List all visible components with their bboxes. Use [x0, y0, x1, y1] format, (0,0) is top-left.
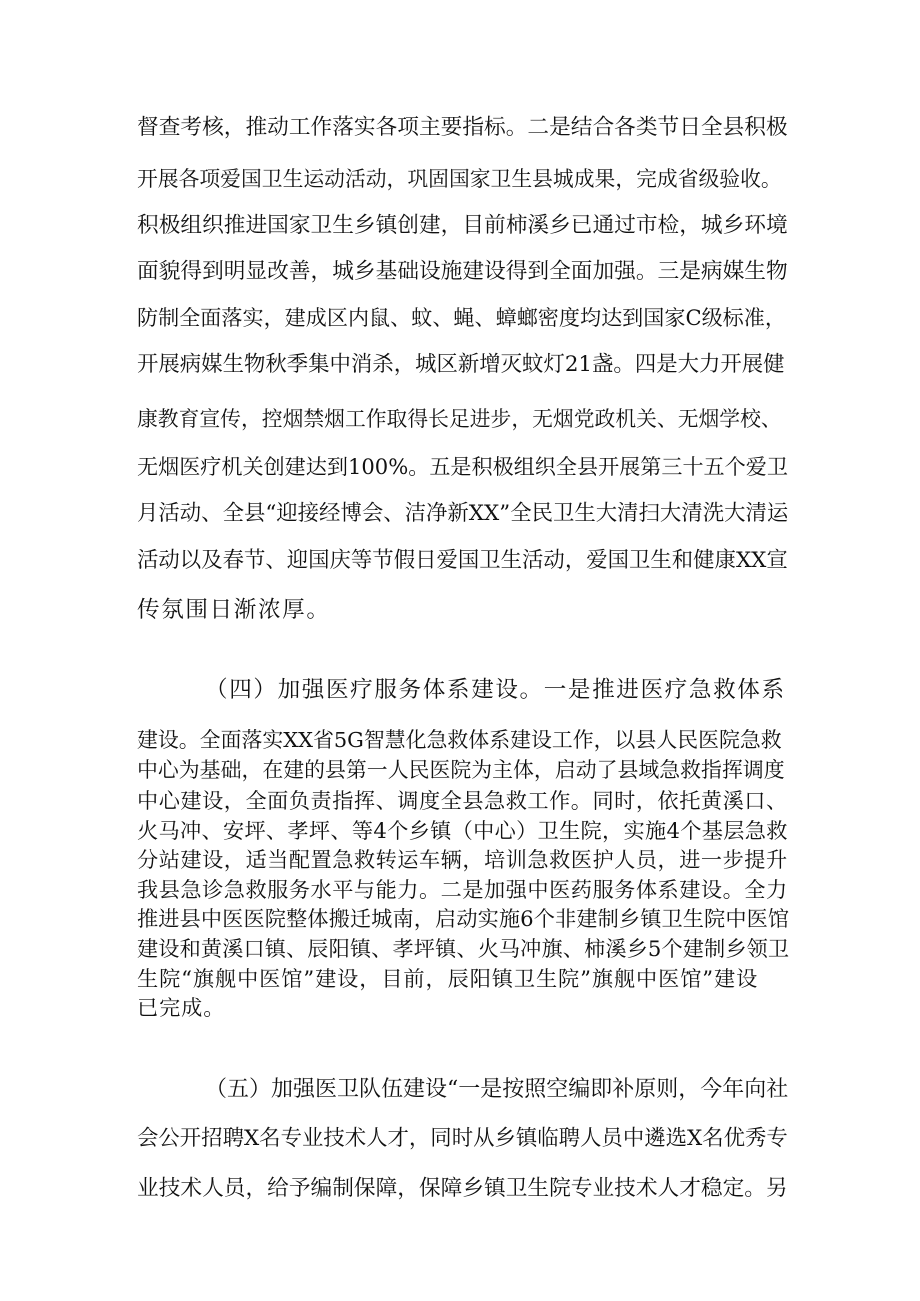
paragraph-line: 火马冲、安坪、孝坪、等4个乡镇（中心）卫生院，实施4个基层急救	[137, 818, 788, 843]
paragraph-line: 推进县中医医院整体搬迁城南，启动实施6个非建制乡镇卫生院中医馆	[137, 906, 790, 931]
paragraph-line: 开展各项爱国卫生运动活动，巩固国家卫生县城成果，完成省级验收。	[137, 167, 782, 191]
paragraph-line: 生院“旗舰中医馆”建设，目前，辰阳镇卫生院”旗舰中医馆”建设	[137, 966, 759, 991]
paragraph-line: 已完成。	[137, 995, 226, 1020]
paragraph-line: 会公开招聘X名专业技术人才，同时从乡镇临聘人员中遴选X名优秀专	[137, 1126, 788, 1151]
section-heading: （五）加强医卫队伍建设“一是按照空编即补原则，今年向社	[205, 1077, 789, 1102]
paragraph-line: 分站建设，适当配置急救转运车辆，培训急救医护人员，进一步提升	[137, 847, 788, 872]
paragraph-line: 面貌得到明显改善，城乡基础设施建设得到全面加强。三是病媒生物	[137, 259, 788, 284]
paragraph-line: 督查考核，推动工作落实各项主要指标。二是结合各类节日全县积极	[137, 115, 788, 140]
paragraph-line: 无烟医疗机关创建达到100%。五是积极组织全县开展第三十五个爱卫	[137, 454, 788, 479]
section-heading: （四）加强医疗服务体系建设。一是推进医疗急救体系	[205, 677, 786, 703]
paragraph-line: 防制全面落实，建成区内鼠、蚊、蝇、蟑螂密度均达到国家C级标准，	[137, 305, 786, 330]
paragraph-line: 建设。全面落实XX省5G智慧化急救体系建设工作，以县人民医院急救	[137, 728, 782, 752]
paragraph-line: 活动以及春节、迎国庆等节假日爱国卫生活动，爱国卫生和健康XX宣	[137, 548, 788, 573]
paragraph-line: 中心建设，全面负责指挥、调度全县急救工作。同时，依托黄溪口、	[137, 788, 788, 813]
paragraph-line: 积极组织推进国家卫生乡镇创建，目前柿溪乡已通过市检，城乡环境	[137, 213, 788, 238]
paragraph-line: 月活动、全县“迎接经博会、洁净新XX”全民卫生大清扫大清洗大清运	[137, 501, 789, 526]
paragraph-line: 建设和黄溪口镇、辰阳镇、孝坪镇、火马冲旗、柿溪乡5个建制乡领卫	[137, 936, 790, 961]
paragraph-line: 开展病媒生物秋季集中消杀，城区新增灭蚊灯21盏。四是大力开展健	[137, 352, 785, 377]
paragraph-line: 中心为基础，在建的县第一人民医院为主体，启动了县域急救指挥调度	[137, 758, 785, 782]
paragraph-line: 康教育宣传，控烟禁烟工作取得长足进步，无烟党政机关、无烟学校、	[137, 407, 782, 431]
paragraph-line: 业技术人员，给予编制保障，保障乡镇卫生院专业技术人才稳定。另	[137, 1176, 788, 1201]
paragraph-line: 我县急诊急救服务水平与能力。二是加强中医药服务体系建设。全力	[137, 877, 788, 902]
paragraph-line: 传氛围日渐浓厚。	[137, 597, 331, 623]
